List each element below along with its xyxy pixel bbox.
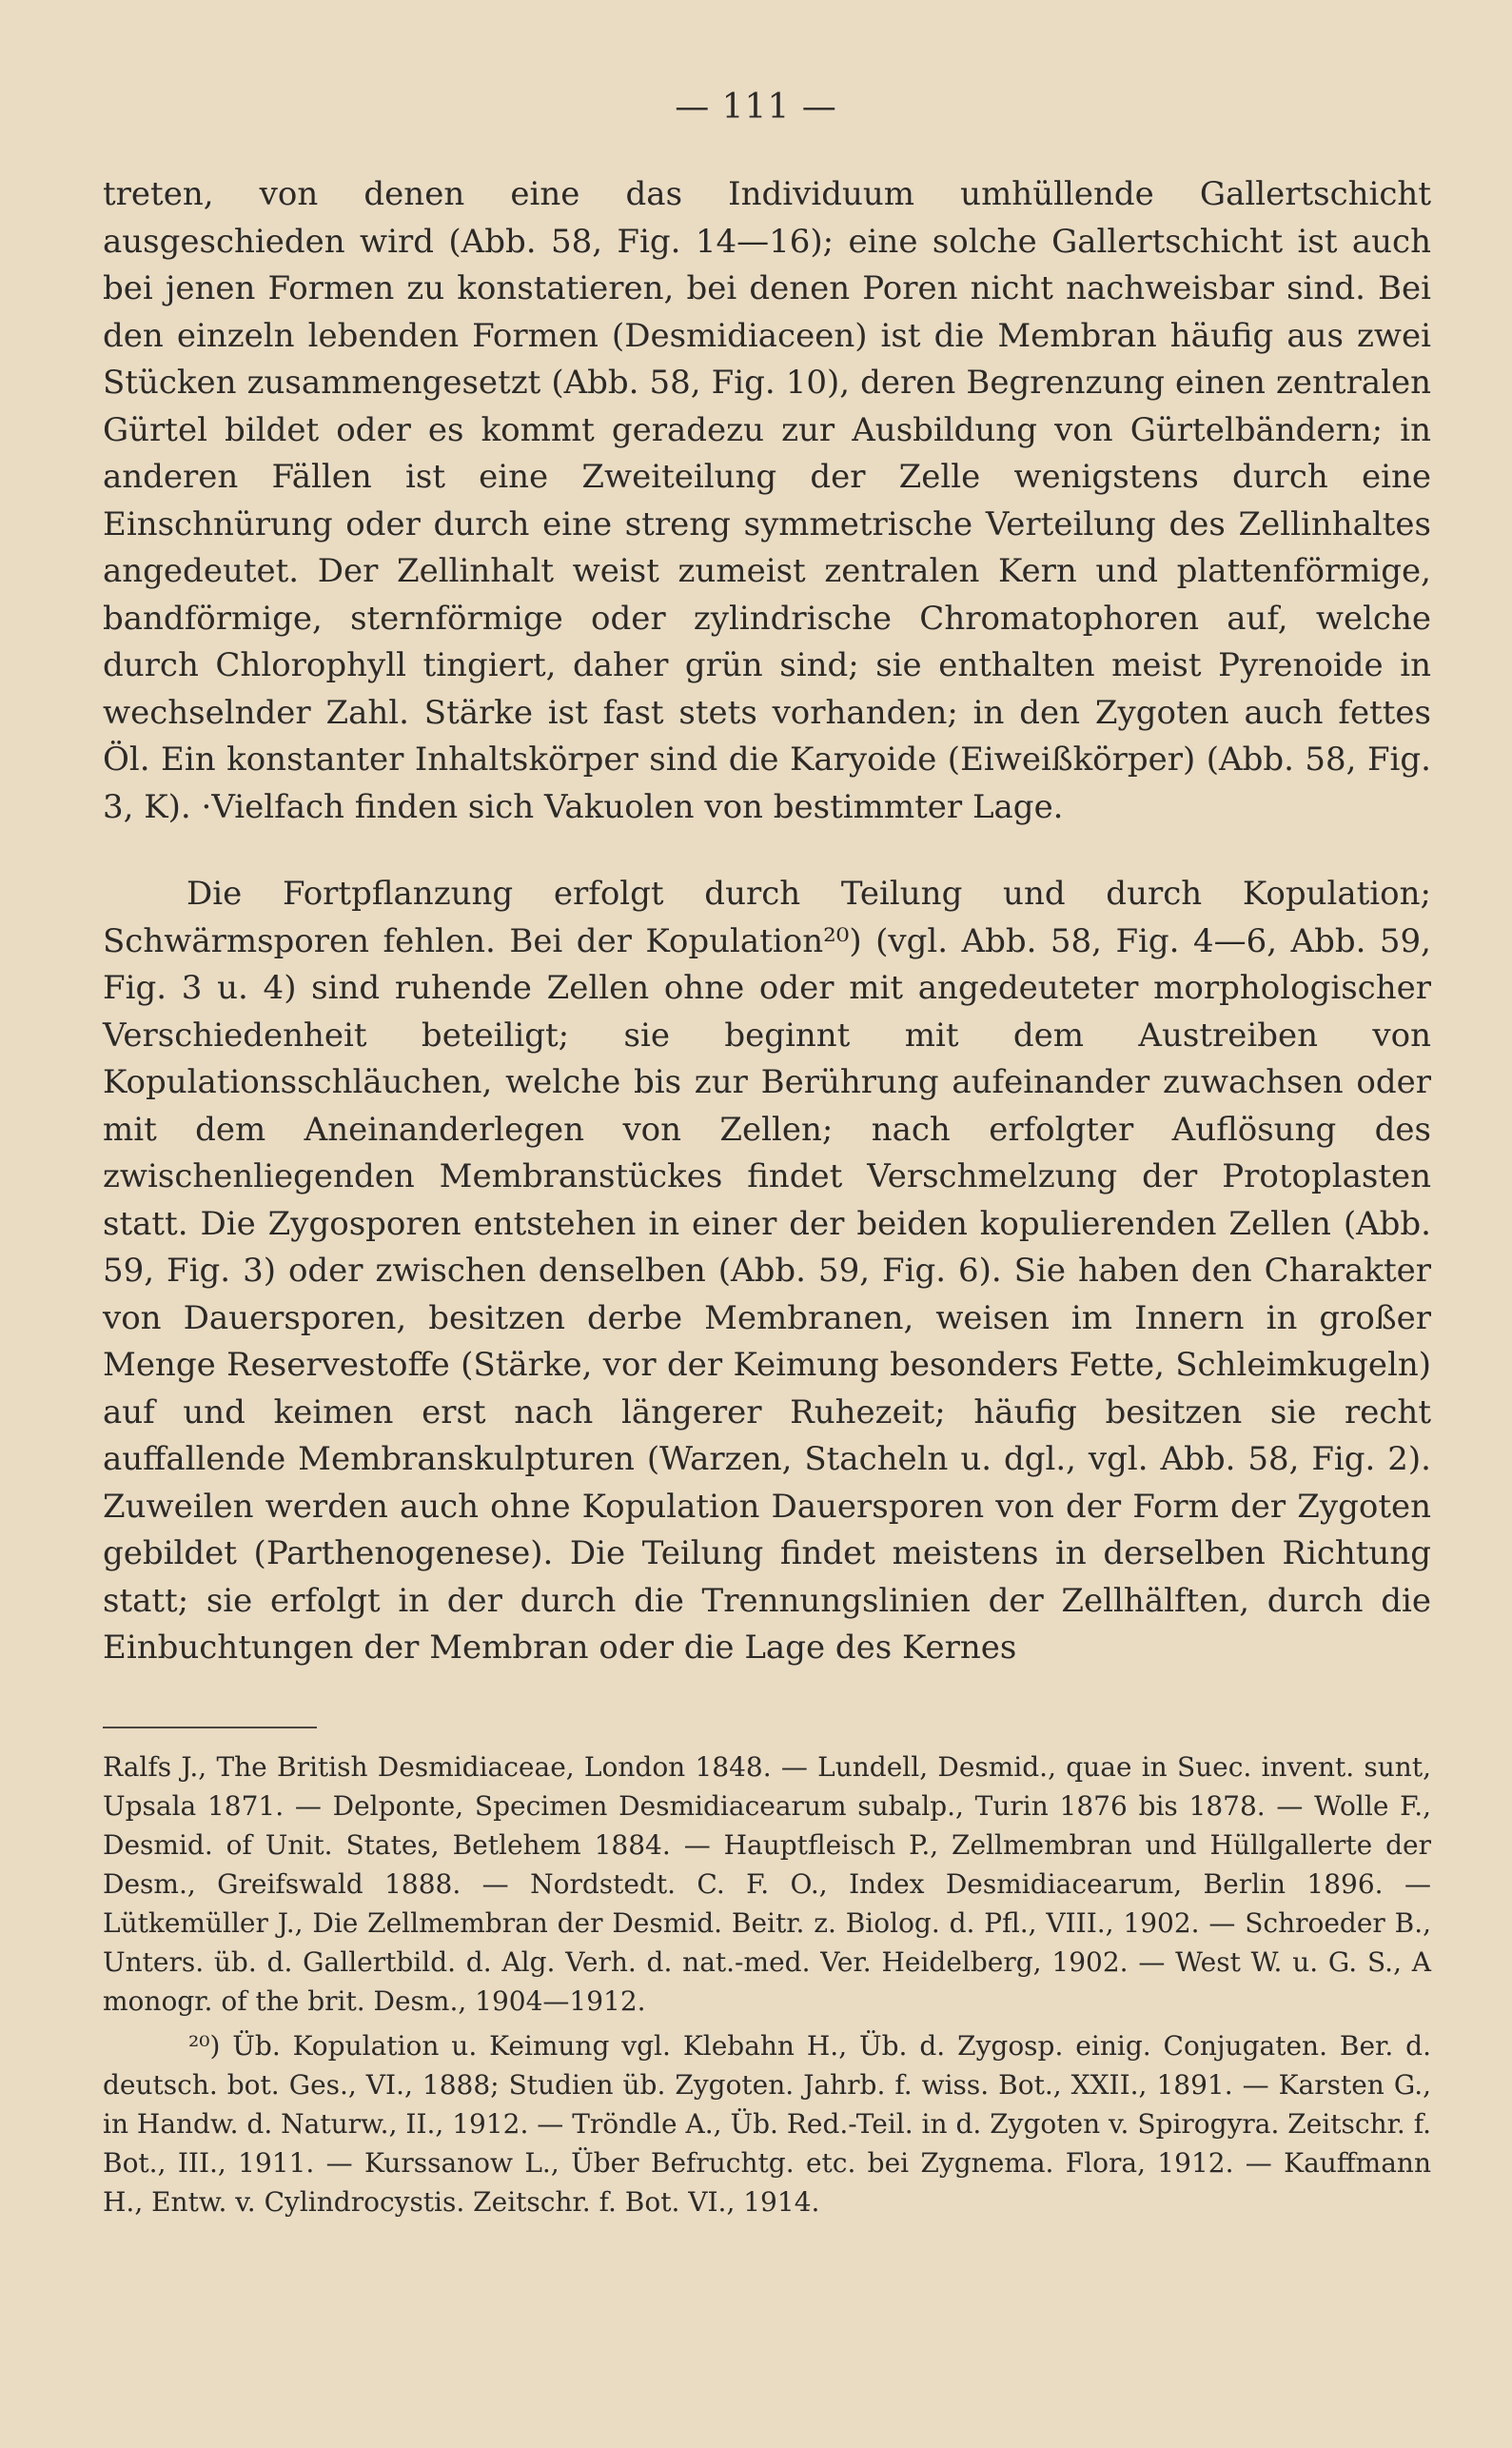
main-text	[103, 171, 1431, 1672]
paragraph: Die Fortpflanzung erfolgt durch Teilung und durch Kopulation; Schwärmsporen fehlen. Bei der Kopulation²⁰) (vgl. Abb. 58, Fig. 4—6, Abb. 59, Fig. 3 u. 4) sind ruhende Zellen ohne oder mit angedeuteter morphologischer Verschiedenheit beteiligt; sie beginnt mit dem Austreiben von Kopulationsschläuchen, welche bis zur Berührung aufeinander zuwachsen oder mit dem Aneinanderlegen von Zellen; nach erfolgter Auflösung des zwischenliegenden Membranstückes findet Verschmelzung der Protoplasten statt. Die Zygosporen entstehen in einer der beiden kopulierenden Zellen (Abb. 59, Fig. 3) oder zwischen denselben (Abb. 59, Fig. 6). Sie haben den Charakter von Dauersporen, besitzen derbe Membranen, weisen im Innern in großer Menge Reservestoffe (Stärke, vor der Keimung besonders Fette, Schleimkugeln) auf und keimen erst nach längerer Ruhezeit; häufig besitzen sie recht auffallende Membranskulpturen (Warzen, Stacheln u. dgl., vgl. Abb. 58, Fig. 2). Zuweilen werden auch ohne Kopulation Dauersporen von der Form der Zygoten gebildet (Parthenogenese). Die Teilung findet meistens in derselben Richtung statt; sie erfolgt in der durch die Trennungslinien der Zellhälften, durch die Einbuchtungen der Membran oder die Lage des Kernes	[103, 875, 1431, 1667]
footnote: ²⁰) Üb. Kopulation u. Keimung vgl. Klebahn H., Üb. d. Zygosp. einig. Conjugaten. Ber. d. deutsch. bot. Ges., VI., 1888; Studien üb. Zygoten. Jahrb. f. wiss. Bot., XXII., 1891. — Karsten G., in Handw. d. Naturw., II., 1912. — Tröndle A., Üb. Red.-Teil. in d. Zygoten v. Spirogyra. Zeitschr. f. Bot., III., 1911. — Kurssanow L., Über Befruchtg. etc. bei Zygnema. Flora, 1912. — Kauffmann H., Entw. v. Cylindrocystis. Zeitschr. f. Bot. VI., 1914.	[103, 2030, 1431, 2218]
footnotes	[103, 1747, 1431, 2221]
paragraph: treten, von denen eine das Individuum umhüllende Gallertschicht ausgeschieden wird (Abb. 58, Fig. 14—16); eine solche Gallertschicht ist auch bei jenen Formen zu konstatieren, bei denen Poren nicht nachweisbar sind. Bei den einzeln lebenden Formen (Desmidiaceen) ist die Membran häufig aus zwei Stücken zusammengesetzt (Abb. 58, Fig. 10), deren Begrenzung einen zentralen Gürtel bildet oder es kommt geradezu zur Ausbildung von Gürtelbändern; in anderen Fällen ist eine Zweiteilung der Zelle wenigstens durch eine Einschnürung oder durch eine streng symmetrische Verteilung des Zellinhaltes angedeutet. Der Zellinhalt weist zumeist zentralen Kern und plattenförmige, bandförmige, sternförmige oder zylindrische Chromatophoren auf, welche durch Chlorophyll tingiert, daher grün sind; sie enthalten meist Pyrenoide in wechselnder Zahl. Stärke ist fast stets vorhanden; in den Zygoten auch fettes Öl. Ein konstanter Inhaltskörper sind die Karyoide (Eiweißkörper) (Abb. 58, Fig. 3, K). ·Vielfach finden sich Vakuolen von bestimmter Lage.	[103, 175, 1431, 826]
footnote: Ralfs J., The British Desmidiaceae, London 1848. — Lundell, Desmid., quae in Suec. invent. sunt, Upsala 1871. — Delponte, Specimen Desmidiacearum subalp., Turin 1876 bis 1878. — Wolle F., Desmid. of Unit. States, Betlehem 1884. — Hauptfleisch P., Zellmembran und Hüllgallerte der Desm., Greifswald 1888. — Nordstedt. C. F. O., Index Desmidiacearum, Berlin 1896. — Lütkemüller J., Die Zellmembran der Desmid. Beitr. z. Biolog. d. Pfl., VIII., 1902. — Schroeder B., Unters. üb. d. Gallertbild. d. Alg. Verh. d. nat.-med. Ver. Heidelberg, 1902. — West W. u. G. S., A monogr. of the brit. Desm., 1904—1912.	[103, 1751, 1431, 2017]
page-number: — 111 —	[675, 88, 837, 127]
footnote-divider	[103, 1727, 317, 1728]
